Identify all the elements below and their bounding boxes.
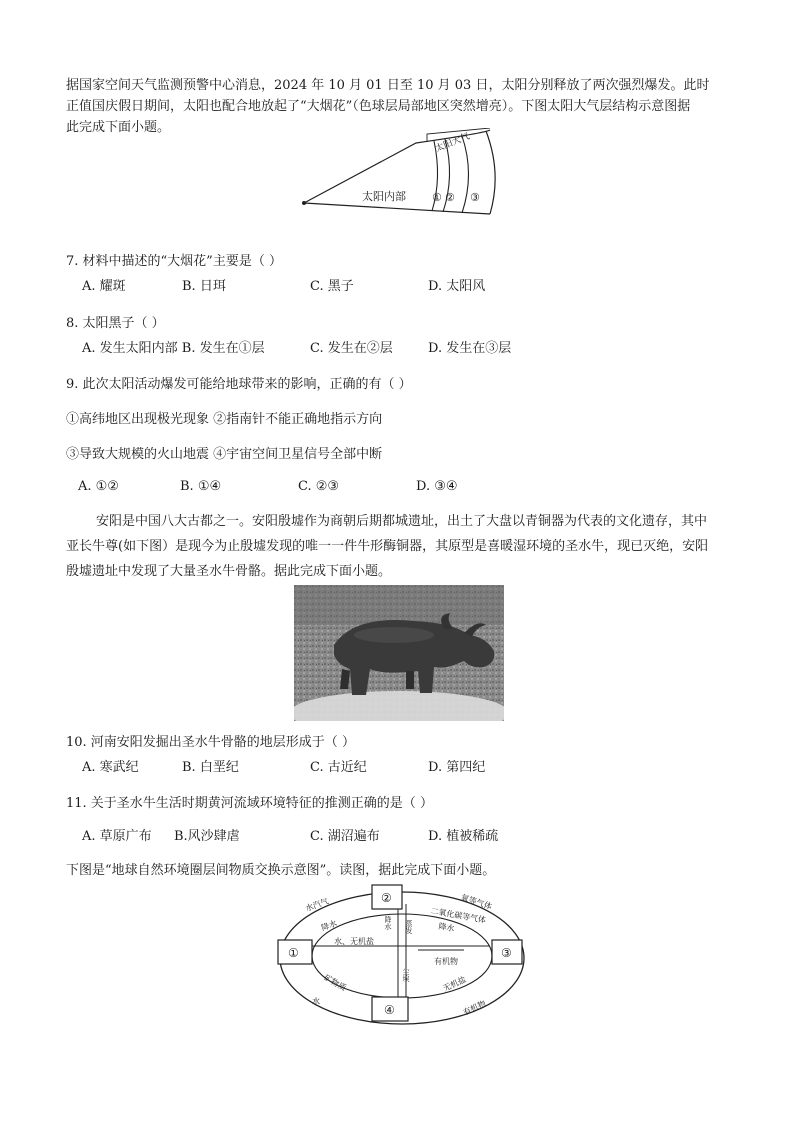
q11-option-a: A. 草原广布 [82, 829, 152, 844]
label-inorganic-salt: 无机盐 [441, 974, 468, 994]
solar-atmosphere-figure [290, 128, 500, 218]
label-organic-mid: 有机物 [434, 957, 458, 966]
q11-option-b: B.风沙肆虐 [174, 829, 240, 844]
q11-option-d: D. 植被稀疏 [428, 829, 499, 844]
box-3-label: ③ [501, 946, 512, 960]
label-precip-center: 降水 [384, 916, 392, 930]
q10-options [82, 759, 602, 777]
q9-option-d: D. ③④ [416, 479, 458, 494]
layer-1-label: ① [432, 191, 442, 204]
box-4-label: ④ [384, 1003, 395, 1017]
label-oxygen: 氧等气体 [459, 892, 493, 912]
box-2-label: ② [381, 891, 392, 905]
q11-option-c: C. 湖沼遍布 [310, 829, 380, 844]
q7-option-d: D. 太阳风 [428, 279, 486, 294]
label-precip-left: 降水 [320, 918, 339, 933]
q8-option-c: C. 发生在②层 [310, 341, 393, 356]
sphere-exchange-diagram [268, 880, 533, 1032]
label-dust: 尘埃 [402, 968, 410, 982]
label-organic-outer: 有机物 [461, 998, 488, 1018]
passage1-line-1: 据国家空间天气监测预警中心消息，2024 年 10 月 01 日至 10 月 03 日，太阳分别释放了两次强烈爆发。此时 [66, 78, 710, 93]
q9-option-b: B. ①④ [180, 479, 222, 494]
q10-option-b: B. 白垩纪 [182, 760, 239, 775]
q11-options [82, 828, 602, 846]
label-minerals: 矿物质 [322, 972, 348, 993]
interior-label: 太阳内部 [362, 190, 406, 203]
label-water-salt: 水、无机盐 [334, 937, 374, 946]
label-water-bottom: 水 [312, 997, 320, 1006]
q8-option-d: D. 发生在③层 [428, 341, 512, 356]
passage1-line-3: 此完成下面小题。 [66, 120, 171, 135]
q7-option-b: B. 日珥 [182, 279, 226, 294]
label-water-vapor: 水汽气 [304, 896, 330, 914]
label-co2: 二氧化碳等气体 [429, 906, 487, 925]
layer-2-label: ② [445, 191, 455, 204]
atmosphere-label: 太阳大气 [434, 131, 472, 155]
passage2-line-2: 亚长牛尊(如下图）是现今为止殷墟发现的唯一一件牛形酶铜器，其原型是喜暖湿环境的圣水牛，现已灭绝，安阳 [66, 539, 709, 554]
passage2-line-1: 安阳是中国八大古都之一。安阳殷墟作为商朝后期都城遗址，出土了大盘以青铜器为代表的文化遗存，其中 [96, 514, 708, 529]
q10-option-c: C. 古近纪 [310, 760, 367, 775]
q10-stem: 10. 河南安阳发掘出圣水牛骨骼的地层形成于（ ） [66, 735, 355, 750]
q9-option-c: C. ②③ [298, 479, 340, 494]
q8-options [82, 340, 602, 358]
q7-option-c: C. 黑子 [310, 279, 354, 294]
q8-stem: 8. 太阳黑子（ ） [66, 316, 165, 331]
q10-option-d: D. 第四纪 [428, 760, 486, 775]
q9-options [78, 478, 598, 496]
box-1-label: ① [288, 946, 299, 960]
label-precip-right: 降水 [437, 921, 456, 934]
bronze-buffalo-photo [294, 585, 504, 721]
passage1-line-2: 正值国庆假日期间，太阳也配合地放起了“大烟花”（色球层局部地区突然增亮）。下图太阳大气层结构示意图据 [66, 99, 691, 114]
q9-statement-2: ③导致大规模的火山地震 ④宇宙空间卫星信号全部中断 [66, 447, 383, 462]
passage3-line-1: 下图是“地球自然环境圈层间物质交换示意图”。读图，据此完成下面小题。 [66, 863, 496, 878]
q7-option-a: A. 耀斑 [82, 279, 126, 294]
layer-3-label: ③ [470, 191, 480, 204]
q9-option-a: A. ①② [78, 479, 119, 494]
q9-stem: 9. 此次太阳活动爆发可能给地球带来的影响，正确的有（ ） [66, 377, 412, 392]
label-evaporation: 蒸发 [405, 920, 413, 934]
q9-statement-1: ①高纬地区出现极光现象 ②指南针不能正确地指示方向 [66, 412, 383, 427]
q7-options [82, 278, 602, 296]
q10-option-a: A. 寒武纪 [82, 760, 139, 775]
q11-stem: 11. 关于圣水牛生活时期黄河流域环境特征的推测正确的是（ ） [66, 796, 433, 811]
q7-stem: 7. 材料中描述的“大烟花”主要是（ ） [66, 254, 282, 269]
q8-option-ab: A. 发生太阳内部 B. 发生在①层 [82, 341, 265, 356]
passage2-line-3: 殷墟遗址中发现了大量圣水牛骨骼。据此完成下面小题。 [66, 564, 392, 579]
